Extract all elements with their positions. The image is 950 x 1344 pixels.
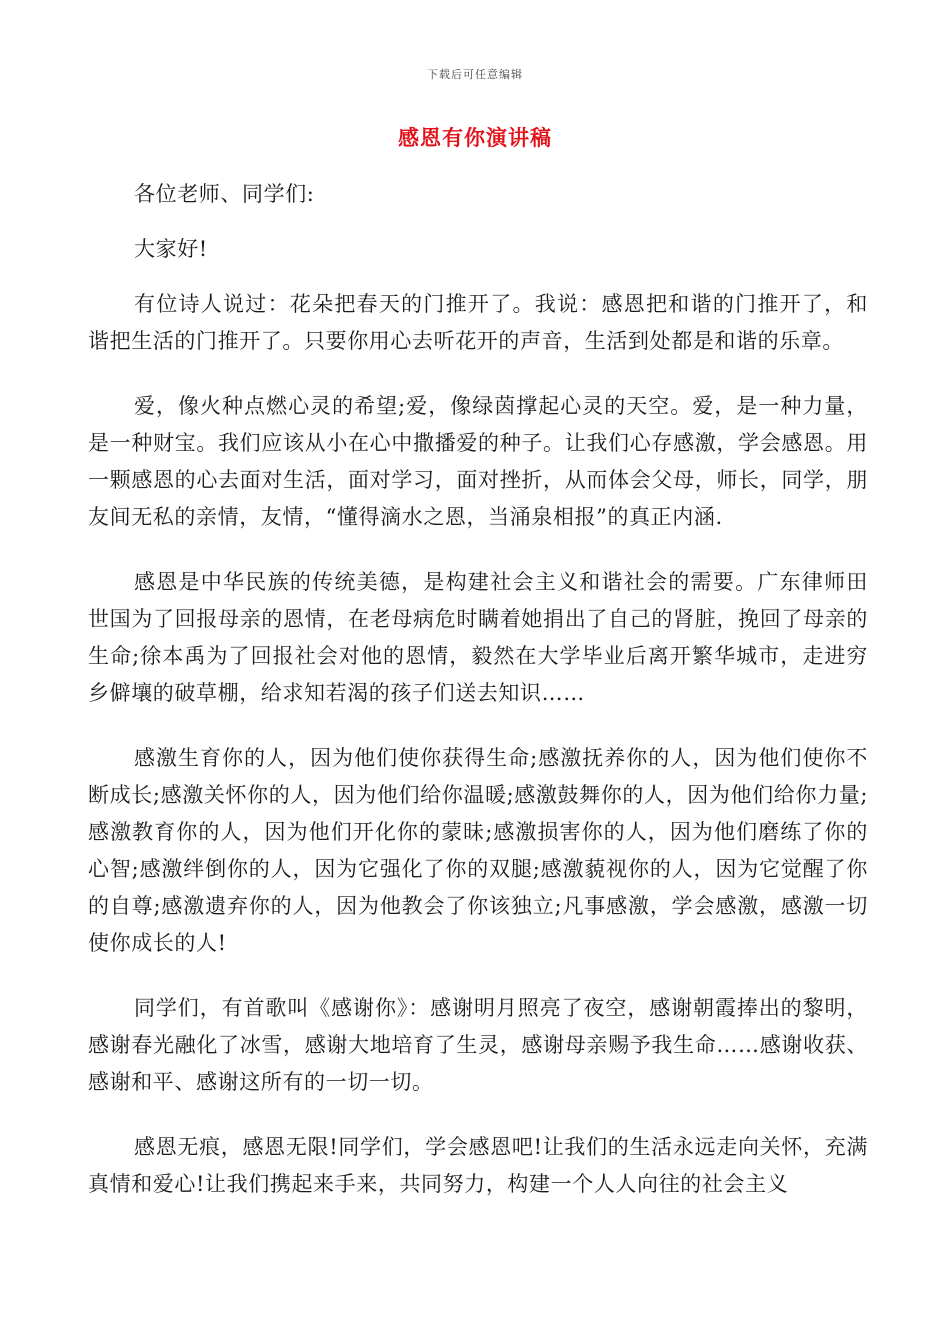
paragraph-virtue: 感恩是中华民族的传统美德，是构建社会主义和谐社会的需要。广东律师田世国为了回报母亲的恩情，在老母病危时瞒着她捐出了自己的肾脏，挽回了母亲的生命;徐本禹为了回报社会对他的恩情，毅然在大学毕业后离开繁华城市，走进穷乡僻壤的破草棚，给求知若渴的孩子们送去知识…… [88,570,868,705]
document-title: 感恩有你演讲稿 [398,125,552,150]
paragraph-poet: 有位诗人说过：花朵把春天的门推开了。我说：感恩把和谐的门推开了，和谐把生活的门推开了。只要你用心去听花开的声音，生活到处都是和谐的乐章。 [88,292,868,353]
paragraph-love: 爱，像火种点燃心灵的希望;爱，像绿茵撑起心灵的天空。爱，是一种力量，是一种财宝。我们应该从小在心中撒播爱的种子。让我们心存感激，学会感恩。用一颗感恩的心去面对生活，面对学习，面对挫折，从而体会父母，师长，同学，朋友间无私的亲情，友情，“懂得滴水之恩，当涌泉相报”的真正内涵. [88,394,868,529]
document-body [88,176,868,1231]
salutation: 各位老师、同学们: [134,182,315,206]
paragraph-gratitude-list: 感激生育你的人，因为他们使你获得生命;感激抚养你的人，因为他们使你不断成长;感激关怀你的人，因为他们给你温暖;感激鼓舞你的人，因为他们给你力量;感激教育你的人，因为他们开化你的蒙昧;感激损害你的人，因为他们磨练了你的心智;感激绊倒你的人，因为它强化了你的双腿;感激藐视你的人，因为它觉醒了你的自尊;感激遗弃你的人，因为他教会了你该独立;凡事感激，学会感激，感激一切使你成长的人! [88,746,868,955]
paragraph-closing: 感恩无痕，感恩无限!同学们，学会感恩吧!让我们的生活永远走向关怀，充满真情和爱心!让我们携起来手来，共同努力，构建一个人人向往的社会主义 [88,1135,868,1196]
paragraph-song: 同学们，有首歌叫《感谢你》：感谢明月照亮了夜空，感谢朝霞捧出的黎明，感谢春光融化了冰雪，感谢大地培育了生灵，感谢母亲赐予我生命……感谢收获、感谢和平、感谢这所有的一切一切。 [88,996,868,1094]
download-note: 下载后可任意编辑 [427,68,523,81]
greeting: 大家好! [134,237,208,261]
